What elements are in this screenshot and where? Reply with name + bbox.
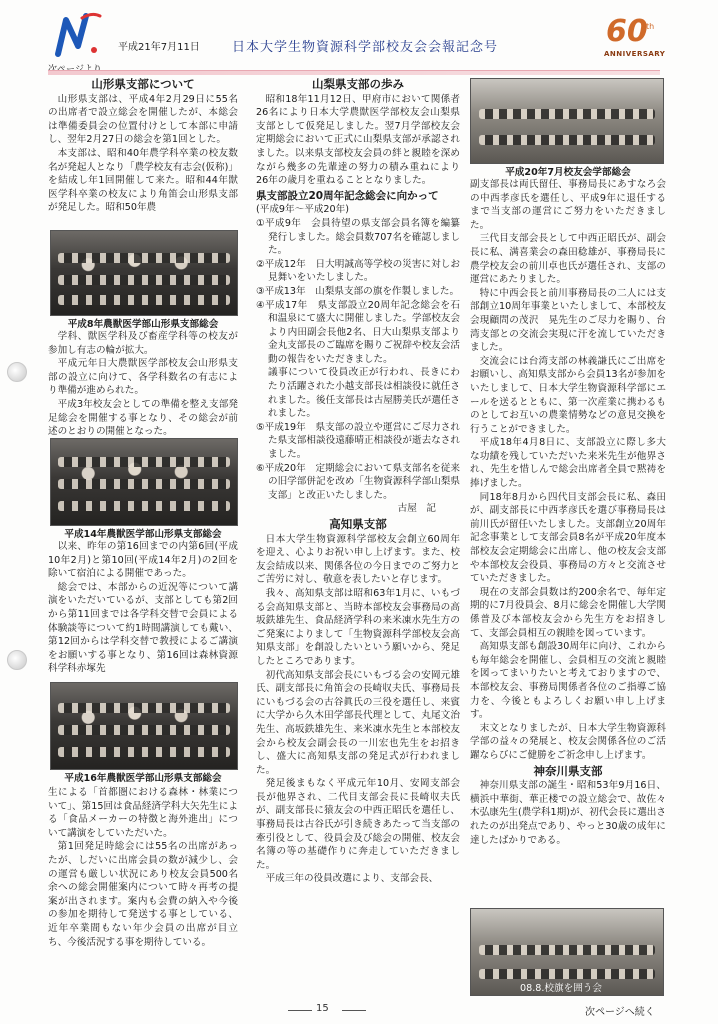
kochi-paragraph: 交流会には台湾支部の林義謙氏にご出席をお願いし、高知県支部から会員13名が参加をいたしまして、日本大学生物資源科学部にエールを送るとともに、第一次産業に携わるものとしてお互いの農業情勢などの意見交換を行うことができました。 bbox=[470, 355, 666, 435]
kanagawa-photo-caption: 08.8.校旗を囲う会 bbox=[520, 983, 602, 994]
yamanashi-section bbox=[256, 76, 460, 886]
yamanashi-list-item: ④平成17年 県支部設立20周年記念総会を石和温泉にて盛大に開催しました。学部校友会より内田副会長他2名、日大山梨県支部より金丸支部長のご臨席を賜りご祝辞や校友会活動の報告をいただきました。 bbox=[256, 299, 460, 365]
kochi-paragraph: 三代目支部会長として中西正昭氏が、副会長に私、满喜業会の森田稔雄が、事務局長に農学校友会の前川卓也氏が選任され、支部の運営にあたりました。 bbox=[470, 233, 666, 286]
yamagata-bottom-text bbox=[48, 786, 238, 949]
kochi-continued-text bbox=[470, 178, 666, 847]
alumni-general-meeting-photo bbox=[470, 78, 664, 164]
yamagata-lower-text bbox=[48, 540, 238, 676]
kochi-paragraph: 末文となりましたが、日本大学生物資源科学部の益々の発展と、校友会関係各位のご活躍ならびにご健勝をご祈念申し上げます。 bbox=[470, 722, 666, 761]
yamagata-paragraph: 平成元年日大農獣医学部校友会山形県支部の設立に向けて、各学科数名の有志により準備が進められた。 bbox=[48, 358, 238, 397]
yamagata-photo-3 bbox=[50, 682, 238, 770]
footer-rule-left bbox=[288, 1010, 312, 1011]
continued-next-page-note: 次ページへ続く bbox=[585, 1007, 655, 1018]
newsletter-title: 日本大学生物資源科学部校友会会報記念号 bbox=[232, 40, 499, 55]
kochi-paragraph: 平成18年4月8日に、支部設立に際し多大な功績を残していただいた来米先生が他界され、先生を惜しんで総会出席者全員で黙祷を捧げました。 bbox=[470, 437, 666, 490]
kochi-paragraph: 特に中西会長と前川事務局長の二人には支部創立10周年事業といたしまして、本部校友会現顧問の茂沢 晃先生のご尽力を賜り、台湾支部との交流会実現に汗を流していただきました。 bbox=[470, 287, 666, 354]
yamanashi-subheading: 県支部設立20周年記念総会に向かって bbox=[256, 189, 439, 202]
alumni-general-meeting-caption: 平成20年7月校友会学部総会 bbox=[505, 167, 631, 178]
kanagawa-heading: 神奈川県支部 bbox=[533, 763, 603, 778]
kanagawa-paragraph: 神奈川県支部の誕生・昭和53年9月16日、横浜中華街、華正楼での設立総会で、故佐々木弘康先生(農学科1期)が、初代会長に選出されたのが出発点であり、やっと30歳の成年に達したばかりである。 bbox=[470, 780, 666, 846]
yamagata-paragraph: 本支部は、昭和40年農学科卒業の校友数名が発起人となり「農学校友有志会(仮称)」を結成し年1回開催して来た。昭和44年獣医学科卒業の校友により角笛会山形県支部が発足した。昭和50年農 bbox=[48, 147, 238, 214]
yamagata-photo-1 bbox=[50, 230, 238, 316]
kochi-paragraph: 初代高知県支部会長にいもづる会の安岡元雄氏、副支部長に角笛会の長崎収夫氏、事務局長にいもづる会の古谷眞氏の三役を選任し、来賓に大学から久木田学部長代理として、丸尾文治先生、高坂鉄雄先生、来米凍水先生と本部校友会から校友会副会長の一川宏也先生をお招きし、盛大に高知県支部の発足式が行われました。 bbox=[256, 669, 460, 776]
yamanashi-paragraph: 昭和18年11月12日、甲府市において関係者26名により日本大学農獣医学部校友会山梨県支部として仮発足しました。翌7月学部校友会定期総会において正式に山梨県支部が承認されました。以来県支部校友会員の絆と親睦を深めながら幾多の先輩達の努力の積み重ねにより26年の歳月を重ねることとなりました。 bbox=[256, 93, 460, 187]
yamagata-photo-1-caption: 平成8年農獣医学部山形県支部総会 bbox=[67, 319, 219, 330]
anniversary-suffix: th bbox=[646, 22, 655, 31]
yamanashi-list-item: ⑤平成19年 県支部の設立や運営にご尽力された県支部相談役遠藤晴正相談役が逝去なされました。 bbox=[256, 421, 460, 461]
kochi-paragraph: 高知県支部も創設30周年に向け、これからも毎年総会を開催し、会員相互の交流と親睦を図ってまいりたいと考えておりますので、本部校友会、事務局関係者各位のご指導ご協力を、今後ともよろしくお願い申し上げます。 bbox=[470, 641, 666, 721]
kochi-paragraph: 平成三年の役員改選により、支部会長、 bbox=[265, 873, 439, 885]
footer-rule-right bbox=[342, 1010, 366, 1011]
page-number: 15 bbox=[316, 1003, 329, 1014]
anniversary-number: 60 bbox=[606, 14, 648, 49]
yamagata-mid-text bbox=[48, 330, 238, 439]
yamanashi-period: (平成9年〜平成20年) bbox=[256, 204, 349, 216]
yamanashi-list-item: ③平成13年 山梨県支部の旗を作製しました。 bbox=[256, 285, 460, 297]
yamagata-top-text bbox=[48, 76, 238, 215]
yamagata-photo-2 bbox=[50, 438, 238, 526]
yamanashi-list-item: 議事について役員改正が行われ、長きにわたり活躍された小越支部長は相談役に就任されました。後任支部長は古屋勝美氏が選任されました。 bbox=[268, 367, 460, 420]
yamagata-paragraph: 山形県支部は、平成4年2月29日に55名の出席者で設立総会を開催したが、本総会は準備委員会の位置付けとして本部に申請し、翌年2月27日の総会を第1回とした。 bbox=[48, 93, 238, 146]
yamagata-paragraph: 以来、昨年の第16回までの内第6回(平成10年2月)と第10回(平成14年2月)の2回を除いて宿泊による開催であった。 bbox=[48, 541, 238, 580]
yamanashi-signature: 古屋 記 bbox=[397, 503, 436, 515]
yamagata-paragraph: 学科、獣医学科及び畜産学科等の校友が参加し有志の輪が拡大。 bbox=[48, 331, 238, 356]
yamanashi-heading: 山梨県支部の歩み bbox=[312, 77, 404, 91]
newsletter-logo-icon bbox=[52, 10, 102, 60]
kochi-paragraph: 現在の支部会員数は約200余名で、毎年定期的に7月役員会、8月に総会を開催し大学関係普及び本部校友会から先生方をお招きして、支部会員相互の親睦を図っています。 bbox=[470, 586, 666, 639]
yamagata-photo-3-caption: 平成16年農獣医学部山形県支部総会 bbox=[64, 773, 222, 784]
yamanashi-list-item: ②平成12年 日大明誠高等学校の災害に対しお見舞いをいたしました。 bbox=[256, 258, 460, 284]
binder-hole-top bbox=[7, 362, 27, 382]
yamagata-heading: 山形県支部について bbox=[91, 77, 195, 91]
yamagata-paragraph: 平成3年校友会としての準備を整え支部発足総会を開催する事となり、その総会が前述のとおりの開催となった。 bbox=[48, 398, 238, 438]
binder-hole-bottom bbox=[7, 650, 27, 670]
kochi-paragraph: 発足後まもなく平成元年10月、安岡支部会長が他界され、二代目支部会長に長崎収夫氏が、副支部長に猿友会の中西正昭氏を選任し、事務局長は古谷氏が引き続きあたって当支部の牽引役として、役員会及び総会の開催、校友会名簿の等の基礎作りに奔走していただきました。 bbox=[256, 778, 460, 871]
yamagata-paragraph: 第1回発足時総会には55名の出席があったが、しだいに出席会員の数が減少し、会の運営も厳しい状況にあり校友会員500名余への総会開催案内について時々再考の提案が出されます。案内も会費の納入や今後の参加を期待して発送する事としている、近年卒業間もない年少会員の出席が目立ち、今後活況する事を期待している。 bbox=[48, 841, 238, 948]
anniversary-word: ANNIVERSARY bbox=[604, 50, 666, 58]
yamagata-paragraph: 生による「首都圏における森林・林業について」、第15回は食品経済学科大矢先生による「食品メーカーの特徴と海外進出」について講演をしていただいた。 bbox=[48, 787, 238, 839]
header-divider bbox=[48, 70, 660, 75]
kochi-paragraph: 我々、高知県支部は昭和63年1月に、いもづる会高知県支部と、当時本部校友会事務局の高坂鉄雄先生、食品経済学科の来米凍水先生方のご発案によりまして「生物資源科学部校友会高知県支部」を創設したいという願いから、発足したところであります。 bbox=[256, 587, 460, 667]
kochi-paragraph: 副支部長は両氏留任、事務局長にあすなろ会の中西孝彦氏を選任し、平成9年に退任するまで当支部の運営にご努力をいただきました。 bbox=[470, 179, 666, 231]
kochi-paragraph: 同18年8月から四代目支部会長に私、森田が、副支部長に中西孝彦氏を選び事務局長は前川氏が留任いたしました。支部創立20周年記念事業として支部会員8名が平成20年度本部校友会定期総会に出席し、他の校友会支部や本部校友会役員、事務局の方々と交流させていただきました。 bbox=[470, 491, 666, 585]
yamagata-paragraph: 総会では、本部からの近況等について講演をいただいているが、支部としても第2回から第11回までは各学科交替で会員による体験談等について約1時間講演しても戴い、第12回からは学科交替で教授によるご講演をお願いする事となり、第16回は森林資源科学科赤塚先 bbox=[48, 581, 238, 675]
yamanashi-list-item: ⑥平成20年 定期総会において県支部名を従来の旧学部併記を改め「生物資源科学部山梨県支部」と改正いたしました。 bbox=[256, 462, 460, 501]
kochi-paragraph: 日本大学生物資源科学部校友会創立60周年を迎え、心よりお祝い申し上げます。また、校友会結成以来、関係各位の今日までのご努力とご苦労に対し、敬意を表したいと存じます。 bbox=[256, 533, 460, 586]
yamagata-photo-2-caption: 平成14年農獣医学部山形県支部総会 bbox=[64, 529, 222, 540]
issue-date: 平成21年7月11日 bbox=[118, 42, 200, 53]
yamanashi-list-item: ①平成9年 会員待望の県支部会員名簿を編纂発行しました。総会員数707名を確認しました。 bbox=[256, 217, 460, 257]
kochi-heading: 高知県支部 bbox=[329, 517, 387, 531]
